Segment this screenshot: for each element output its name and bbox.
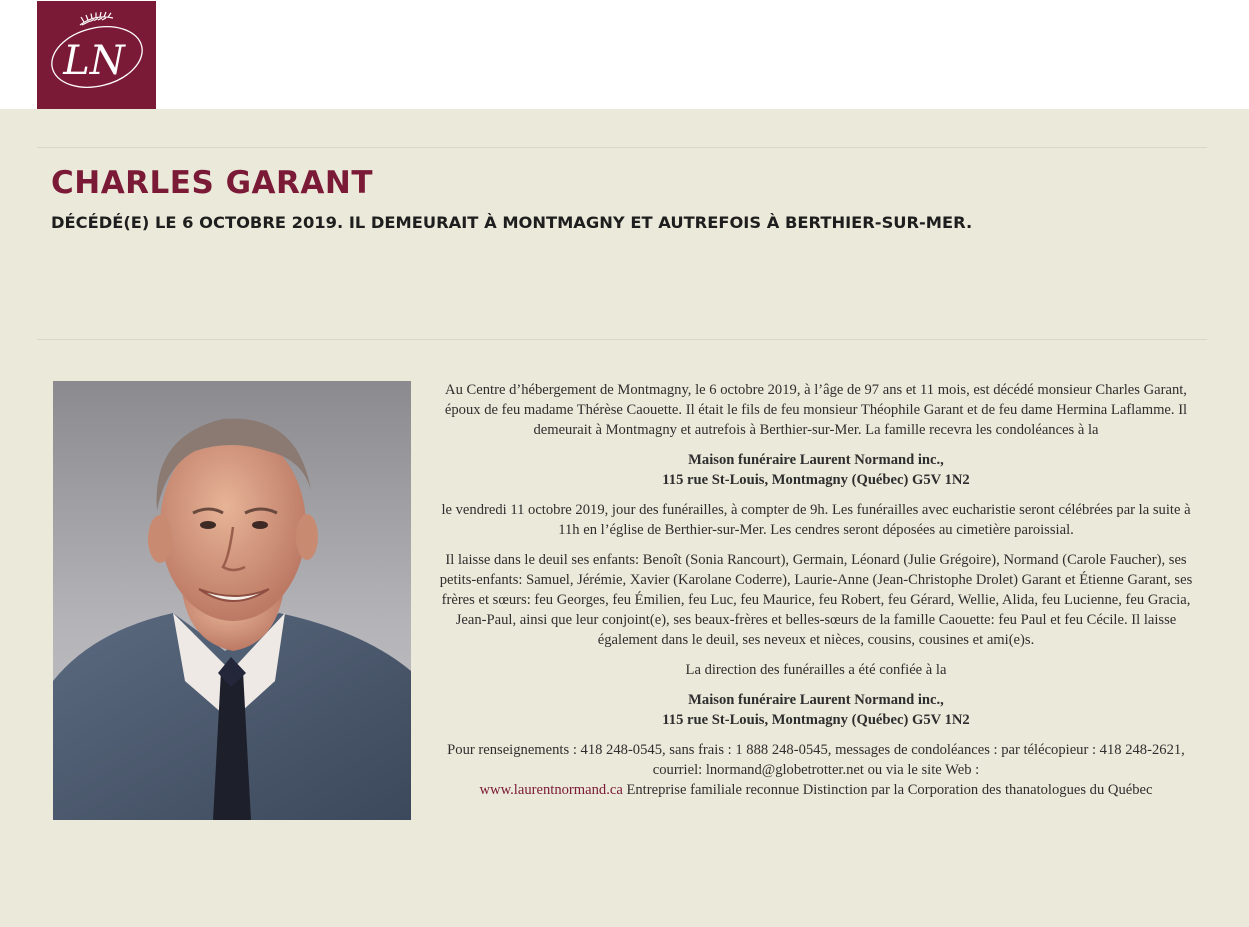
contact-text: Pour renseignements : 418 248-0545, sans frais : 1 888 248-0545, messages de condoléances : par télécopieur : 418 248-2621, courriel: lnormand@globetrotter.net ou via le site Web :: [447, 742, 1185, 778]
address-line: 115 rue St-Louis, Montmagny (Québec) G5V 1N2: [662, 472, 970, 488]
address-line: Maison funéraire Laurent Normand inc.,: [688, 692, 944, 708]
website-link[interactable]: www.laurentnormand.ca: [479, 782, 623, 798]
contact-paragraph: [437, 740, 1195, 800]
address-line: 115 rue St-Louis, Montmagny (Québec) G5V 1N2: [662, 712, 970, 728]
section-divider: [37, 339, 1207, 340]
funeral-home-address: [437, 450, 1195, 490]
obituary-paragraph: Au Centre d’hébergement de Montmagny, le 6 octobre 2019, à l’âge de 97 ans et 11 mois, est décédé monsieur Charles Garant, époux de feu madame Thérèse Caouette. Il était le fils de feu monsieur Théophile Garant et de feu dame Hermina Laflamme. Il demeurait à Montmagny et autrefois à Berthier-sur-Mer. La famille recevra les condoléances à la: [444, 382, 1188, 438]
obituary-text: [437, 380, 1195, 810]
funeral-home-logo[interactable]: [37, 1, 156, 109]
deceased-name: CHARLES GARANT: [51, 165, 373, 201]
obituary-paragraph: La direction des funérailles a été confiée à la: [685, 662, 947, 678]
contact-text: Entreprise familiale reconnue Distinction par la Corporation des thanatologues du Québec: [626, 782, 1153, 798]
deceased-photo: [53, 381, 411, 820]
address-line: Maison funéraire Laurent Normand inc.,: [688, 452, 944, 468]
death-notice-subtitle: DÉCÉDÉ(E) LE 6 OCTOBRE 2019. IL DEMEURAIT À MONTMAGNY ET AUTREFOIS À BERTHIER-SUR-MER.: [51, 213, 973, 232]
logo-monogram-icon: [37, 1, 156, 109]
portrait-photo-icon: [53, 381, 411, 820]
top-divider: [37, 147, 1207, 148]
site-header: [0, 0, 1249, 109]
funeral-home-address: [437, 690, 1195, 730]
logo-text: LN: [63, 38, 125, 84]
obituary-paragraph: le vendredi 11 octobre 2019, jour des funérailles, à compter de 9h. Les funérailles avec eucharistie seront célébrées par la suite à 11h en l’église de Berthier-sur-Mer. Les cendres seront déposées au cimetière paroissial.: [441, 502, 1191, 538]
obituary-paragraph: Il laisse dans le deuil ses enfants: Benoît (Sonia Rancourt), Germain, Léonard (Julie Grégoire), Normand (Carole Faucher), ses petits-enfants: Samuel, Jérémie, Xavier (Karolane Coderre), Laurie-Anne (Jean-Christophe Drolet) Garant et Étienne Garant, ses frères et sœurs: feu Georges, feu Émilien, feu Luc, feu Maurice, feu Robert, feu Gérard, Wellie, Alida, feu Lucienne, feu Gracia, Jean-Paul, ainsi que leur conjoint(e), ses beaux-frères et belles-sœurs de la famille Caouette: feu Paul et feu Cécile. Il laisse également dans le deuil, ses neveux et nièces, cousins, cousines et ami(e)s.: [439, 552, 1193, 648]
